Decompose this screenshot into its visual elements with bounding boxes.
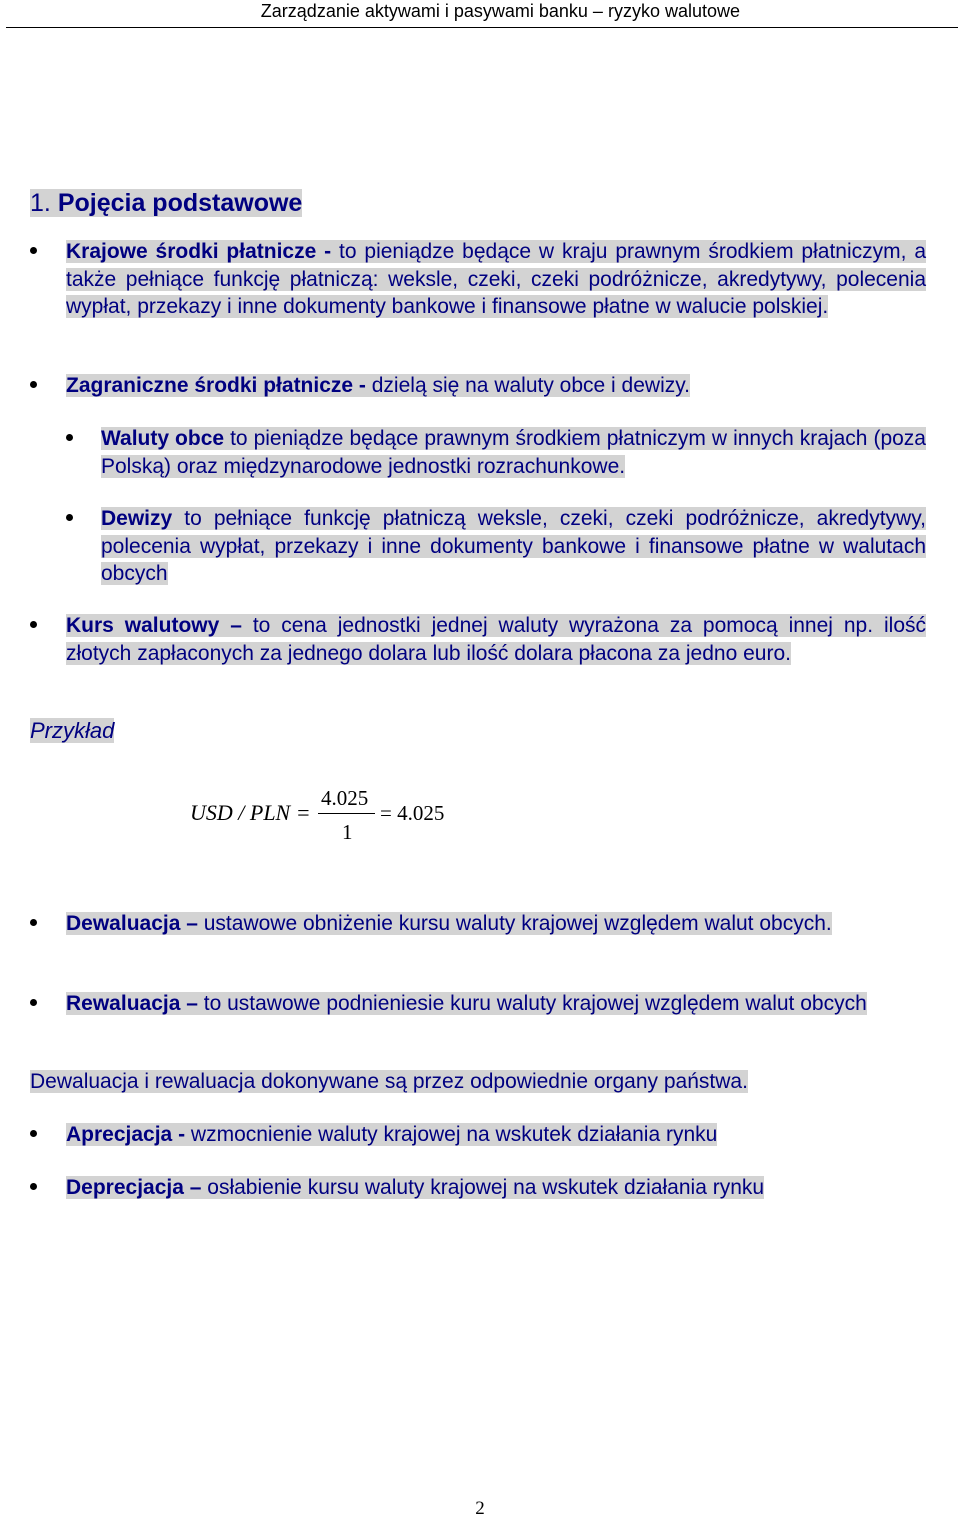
- running-header-title: Zarządzanie aktywami i pasywami banku – ryzyko walutowe: [260, 1, 740, 21]
- bullet-icon: [66, 434, 73, 441]
- formula-rhs: = 4.025: [380, 801, 445, 825]
- item-dewaluacja: [66, 910, 856, 938]
- item-krajowe: [66, 238, 926, 321]
- item-aprecjacja: [66, 1121, 926, 1149]
- item-deprecjacja: [66, 1174, 946, 1202]
- note-paragraph: [30, 1068, 930, 1096]
- text-rewaluacja: to ustawowe podnieniesie kuru waluty krajowej względem walut obcych: [203, 992, 867, 1015]
- term-deprecjacja: Deprecjacja –: [66, 1176, 202, 1199]
- term-dewaluacja: Dewaluacja –: [66, 912, 198, 935]
- section-title: Pojęcia podstawowe: [57, 189, 303, 217]
- item-zagraniczne: [66, 372, 926, 400]
- term-dewizy: Dewizy: [101, 507, 173, 530]
- term-krajowe: Krajowe środki płatnicze -: [66, 240, 332, 263]
- page-number: 2: [475, 1498, 485, 1519]
- text-zagraniczne: dzielą się na waluty obce i dewizy.: [371, 374, 691, 397]
- text-aprecjacja: wzmocnienie waluty krajowej na wskutek działania rynku: [190, 1123, 718, 1146]
- section-number: 1.: [30, 189, 51, 217]
- item-rewaluacja: [66, 990, 896, 1018]
- formula-lhs: USD / PLN =: [190, 800, 311, 825]
- bullet-icon: [30, 381, 37, 388]
- running-header: [6, 0, 958, 28]
- item-kurs: [66, 612, 926, 667]
- section-heading: [30, 187, 302, 219]
- term-waluty: Waluty obce: [101, 427, 225, 450]
- bullet-icon: [30, 621, 37, 628]
- text-kurs: to cena jednostki jednej waluty wyrażona za pomocą innej np. ilość złotych zapłaconych za jednego dolara lub ilość dolara płacona za jedno euro.: [66, 614, 927, 665]
- item-waluty: [101, 425, 926, 480]
- text-deprecjacja: osłabienie kursu waluty krajowej na wskutek działania rynku: [207, 1176, 765, 1199]
- term-rewaluacja: Rewaluacja –: [66, 992, 198, 1015]
- bullet-icon: [30, 1130, 37, 1137]
- formula-denominator: 1: [342, 820, 353, 844]
- note-text: Dewaluacja i rewaluacja dokonywane są przez odpowiednie organy państwa.: [30, 1070, 748, 1093]
- example-label-text: Przykład: [30, 718, 115, 743]
- formula-numerator: 4.025: [321, 786, 369, 810]
- bullet-icon: [30, 999, 37, 1006]
- bullet-icon: [30, 1183, 37, 1190]
- term-zagraniczne: Zagraniczne środki płatnicze -: [66, 374, 366, 397]
- text-dewizy: to pełniące funkcję płatniczą weksle, czeki, czeki podróżnicze, akredytywy, polecenia wypłat, przekazy i inne dokumenty bankowe i finansowe płatne w walutach obcych: [101, 507, 926, 585]
- bullet-icon: [30, 247, 37, 254]
- term-aprecjacja: Aprecjacja -: [66, 1123, 186, 1146]
- formula-fraction-bar: [318, 813, 375, 814]
- item-dewizy: [101, 505, 926, 588]
- bullet-icon: [66, 514, 73, 521]
- text-waluty: to pieniądze będące prawnym środkiem płatniczym w innych krajach (poza Polską) oraz międzynarodowe jednostki rozrachunkowe.: [101, 427, 926, 478]
- example-label: [30, 716, 114, 746]
- term-kurs: Kurs walutowy –: [66, 614, 242, 637]
- text-dewaluacja: ustawowe obniżenie kursu waluty krajowej względem walut obcych.: [203, 912, 832, 935]
- text-krajowe: to pieniądze będące w kraju prawnym środkiem płatniczym, a także pełniące funkcję płatniczą: weksle, czeki, czeki podróżnicze, akredytywy, polecenia wypłat, przekazy i inne dokumenty bankowe i finansowe płatne w walucie polskiej.: [66, 240, 927, 318]
- bullet-icon: [30, 919, 37, 926]
